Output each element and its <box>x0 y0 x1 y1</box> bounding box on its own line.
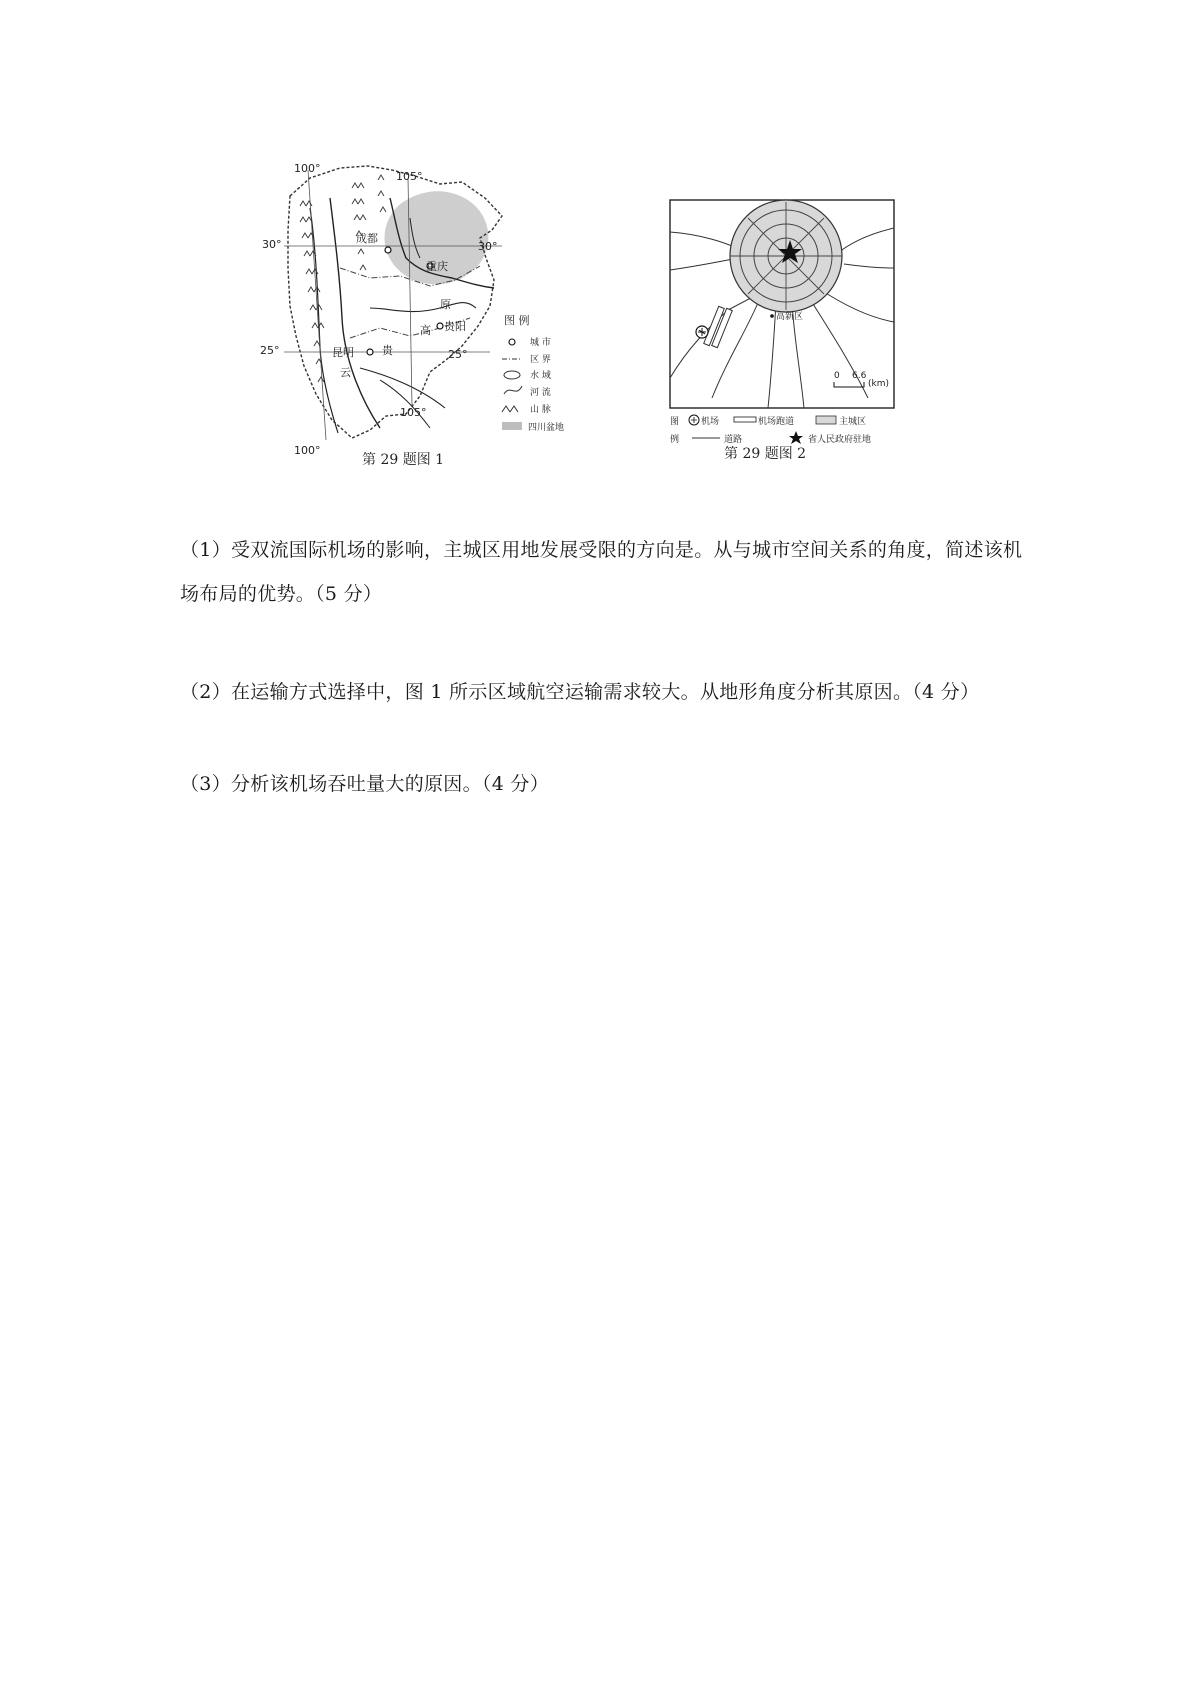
city-marker-kunming <box>367 349 373 355</box>
city-label-kunming: 昆明 <box>332 346 354 359</box>
lat-label: 25° <box>448 348 468 361</box>
legend-item: 河 流 <box>530 388 551 398</box>
figure-1-svg <box>260 158 700 478</box>
legend-star-icon <box>789 431 803 444</box>
river <box>360 368 445 408</box>
legend-urban-label: 主城区 <box>839 417 867 427</box>
city-marker-chengdu <box>385 247 391 253</box>
figure-1-caption: 第 29 题图 1 <box>362 452 445 468</box>
legend-city-symbol <box>509 339 515 345</box>
figure-1-legend <box>502 313 564 433</box>
hightech-zone-label: 高新区 <box>776 312 804 322</box>
legend-runway-symbol <box>734 417 756 422</box>
plateau-label: 原 <box>440 298 451 311</box>
legend-mountain-symbol <box>502 406 518 412</box>
legend-head: 图 <box>670 417 680 427</box>
scale-unit: (km) <box>868 379 890 389</box>
city-label-chongqing: 重庆 <box>426 260 448 273</box>
figure-2-legend <box>670 415 871 445</box>
river <box>310 208 338 433</box>
figure-2-caption: 第 29 题图 2 <box>724 446 807 462</box>
question-2: （2）在运输方式选择中，图 1 所示区域航空运输需求较大。从地形角度分析其原因。（4 分） <box>180 681 980 703</box>
lon-label: 105° <box>396 170 423 183</box>
legend-item: 水 域 <box>530 371 551 381</box>
lat-label: 25° <box>260 344 280 357</box>
meridian-100 <box>308 170 326 440</box>
legend-item: 四川盆地 <box>528 423 565 433</box>
plateau-label: 云 <box>340 366 351 379</box>
legend-title: 图 例 <box>504 314 530 327</box>
legend-gov-label: 省人民政府驻地 <box>808 435 872 445</box>
legend-head: 例 <box>670 435 680 445</box>
legend-item: 山 脉 <box>530 405 551 415</box>
figure-1-map <box>260 158 700 478</box>
scale-value: 6.6 <box>852 371 867 381</box>
lon-label: 100° <box>294 444 321 457</box>
scale-zero: 0 <box>834 371 840 381</box>
legend-airport-label: 机场 <box>701 417 720 427</box>
hightech-zone-marker <box>770 314 774 318</box>
legend-basin-symbol <box>502 422 522 430</box>
legend-item: 区 界 <box>530 355 551 365</box>
legend-road-label: 道路 <box>724 435 743 445</box>
lat-label: 30° <box>478 240 498 253</box>
lon-label: 100° <box>294 162 321 175</box>
figure-2-svg <box>668 198 908 460</box>
question-1: （1）受双流国际机场的影响，主城区用地发展受限的方向是。从与城市空间关系的角度，简述该机场布局的优势。（5 分） <box>180 539 1023 605</box>
city-label-chengdu: 成都 <box>356 232 378 245</box>
lon-label: 105° <box>400 406 427 419</box>
river <box>370 303 476 312</box>
legend-water-symbol <box>504 371 520 379</box>
question-3: （3）分析该机场吞吐量大的原因。（4 分） <box>180 773 550 795</box>
legend-urban-symbol <box>816 416 836 424</box>
city-marker-guiyang <box>437 323 443 329</box>
city-label-guiyang: 贵阳 <box>444 320 466 333</box>
legend-river-symbol <box>504 386 522 394</box>
legend-item: 城 市 <box>530 338 551 348</box>
figure-2-map <box>668 198 908 460</box>
river <box>380 380 430 428</box>
plateau-label: 高 <box>420 324 431 337</box>
legend-runway-label: 机场跑道 <box>758 417 795 427</box>
lat-label: 30° <box>262 238 282 251</box>
plateau-label: 贵 <box>382 344 393 357</box>
